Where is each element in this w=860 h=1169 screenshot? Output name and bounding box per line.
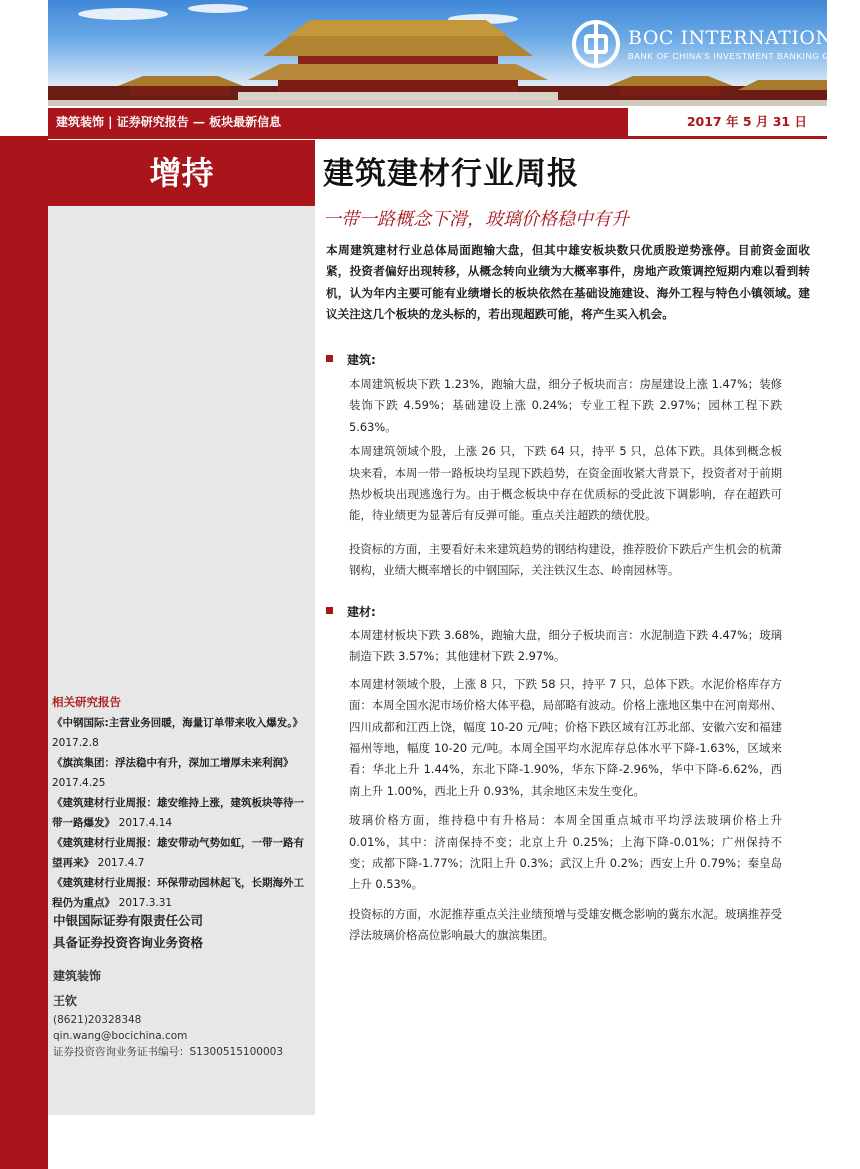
paragraph: 本周建材板块下跌 3.68%，跑输大盘，细分子板块而言：水泥制造下跌 4.47%；玻璃制造下跌 3.57%；其他建材下跌 2.97%。 xyxy=(349,628,782,664)
analyst-email[interactable]: qin.wang@bocichina.com xyxy=(53,1030,188,1042)
report-subtitle: 一带一路概念下滑，玻璃价格稳中有升 xyxy=(323,209,629,230)
bullet-square-icon xyxy=(326,355,333,362)
related-report-item[interactable]: 《旗滨集团：浮法稳中有升，深加工增厚未来利润》 2017.4.25 xyxy=(52,757,294,789)
related-reports xyxy=(52,692,314,913)
related-report-item[interactable]: 《建筑建材行业周报：雄安带动气势如虹，一带一路有望再来》 2017.4.7 xyxy=(52,837,304,869)
brand xyxy=(572,20,860,68)
analyst-sector: 建筑装饰 xyxy=(53,969,102,983)
info-bar xyxy=(48,108,827,139)
report-category: 建筑装饰 | 证券研究报告 — 板块最新信息 xyxy=(48,108,628,136)
boc-logo-icon xyxy=(572,20,620,68)
brand-name: BOC INTERNATIONAL xyxy=(628,27,860,49)
company-qualification: 具备证券投资咨询业务资格 xyxy=(53,935,204,950)
analyst-name: 王钦 xyxy=(53,994,78,1008)
company-info xyxy=(53,910,203,954)
section-body-materials xyxy=(349,625,782,947)
report-date: 2017 年 5 月 31 日 xyxy=(686,114,807,129)
related-report-item[interactable]: 《建筑建材行业周报：雄安维持上涨，建筑板块等待一带一路爆发》 2017.4.14 xyxy=(52,797,304,829)
report-title: 建筑建材行业周报 xyxy=(323,156,579,192)
bullet-square-icon xyxy=(326,607,333,614)
related-report-item[interactable]: 《建筑建材行业周报：环保带动园林起飞，长期海外工程仍为重点》 2017.3.31 xyxy=(52,877,304,909)
paragraph: 投资标的方面，主要看好未来建筑趋势的钢结构建设，推荐股价下跌后产生机会的杭萧钢构，业绩大概率增长的中钢国际，关注铁汉生态、岭南园林等。 xyxy=(349,541,782,578)
left-accent-strip xyxy=(0,136,48,1169)
brand-tagline: BANK OF CHINA'S INVESTMENT BANKING GROUP xyxy=(628,51,857,61)
paragraph: 本周建材领域个股，上涨 8 只，下跌 58 只，持平 7 只，总体下跌。水泥价格库存方面：本周全国水泥市场价格大体平稳，局部略有波动。价格上涨地区集中在河南郑州、四川成都和江西上饶，幅度 10-20 元/吨；价格下跌区域有江苏北部、安徽六安和福建福州等地，幅度 10-20 元/吨。本周全国平均水泥库存总体水平下降-1.63%，区域来看：华北上升 1.44%，东北下降-1.90%，华东下降-2.96%，华中下降-6.62%，西南上升 1.00%，西北上升 0.93%，其余地区未发生变化。 xyxy=(349,676,782,798)
company-name: 中银国际证券有限责任公司 xyxy=(53,913,204,928)
rating-badge: 增持 xyxy=(48,140,315,206)
analyst-phone: (8621)20328348 xyxy=(53,1014,142,1026)
section-body-construction xyxy=(349,374,782,582)
paragraph: 本周建筑板块下跌 1.23%，跑输大盘，细分子板块而言：房屋建设上涨 1.47%；装修装饰下跌 4.59%；基础建设上涨 0.24%；专业工程下跌 2.97%；园林工程下跌 5.63%。 xyxy=(349,377,782,434)
analyst-license: 证券投资咨询业务证书编号：S1300515100003 xyxy=(53,1046,284,1058)
related-reports-title: 相关研究报告 xyxy=(52,695,121,709)
analyst-info xyxy=(53,967,283,1060)
paragraph: 本周建筑领域个股，上涨 26 只，下跌 64 只，持平 5 只，总体下跌。具体到概念板块来看，本周一带一路板块均呈现下跌趋势，在资金面收紧大背景下，投资者对于前期热炒板块出现逃逸行为。由于概念板块中存在优质标的受此波下调影响，存在超跌可能，待业绩更为显著后有反弹可能。重点关注超跌的绩优股。 xyxy=(349,444,782,523)
header-banner xyxy=(48,0,860,106)
related-report-item[interactable]: 《中钢国际:主营业务回暖，海量订单带来收入爆发。》 2017.2.8 xyxy=(52,717,303,749)
section-heading-construction: 建筑: xyxy=(326,351,376,368)
section-heading-materials: 建材: xyxy=(326,603,376,620)
report-summary: 本周建筑建材行业总体局面跑输大盘，但其中雄安板块数只优质股逆势涨停。目前资金面收紧，投资者偏好出现转移，从概念转向业绩为大概率事件，房地产政策调控短期内难以看到转机，认为年内主要可能有业绩增长的板块依然在基础设施建设、海外工程与特色小镇领域。建议关注这几个板块的龙头标的，若出现超跌可能，将产生买入机会。 xyxy=(326,243,810,322)
paragraph: 玻璃价格方面，维持稳中有升格局：本周全国重点城市平均浮法玻璃价格上升 0.01%，其中：济南保持不变；北京上升 0.25%；上海下降-0.01%；广州保持不变；成都下降-1.77%；沈阳上升 0.3%；武汉上升 0.2%；西安上升 0.79%；秦皇岛上升 0.53%。 xyxy=(349,813,782,892)
paragraph: 投资标的方面，水泥推荐重点关注业绩预增与受雄安概念影响的冀东水泥。玻璃推荐受浮法玻璃价格高位影响最大的旗滨集团。 xyxy=(349,906,782,943)
